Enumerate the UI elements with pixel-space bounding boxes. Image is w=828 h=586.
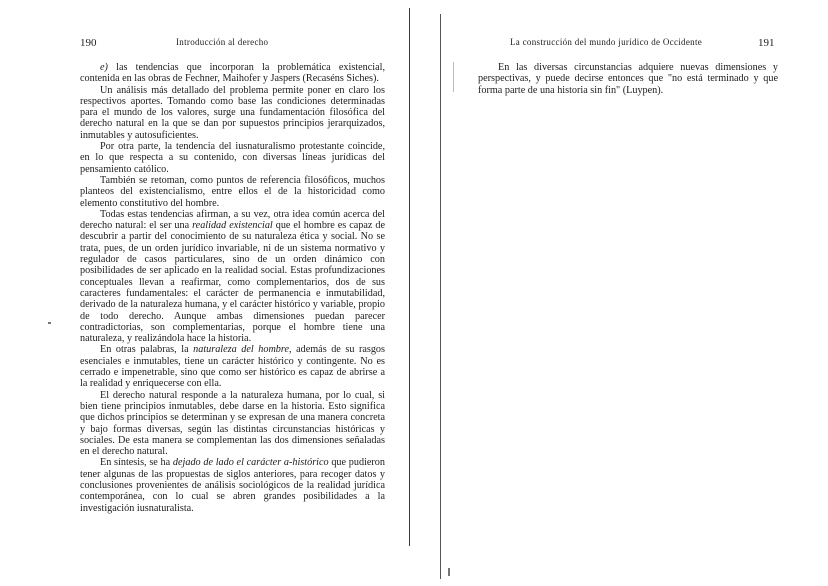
paragraph (80, 344, 385, 389)
text-run: las tendencias que incorporan la problemática existencial, contenida en las obras de Fechner, Maihofer y Jaspers (Recaséns Siches). (80, 62, 385, 85)
paragraph (80, 457, 385, 513)
italic-text: dejado de lado el carácter a-histórico (172, 457, 329, 469)
running-head: Introducción al derecho (176, 37, 269, 47)
running-head: La construcción del mundo jurídico de Occidente (510, 37, 703, 47)
right-page (416, 0, 828, 586)
paragraph (80, 62, 385, 85)
left-page (0, 0, 412, 586)
text-run: Por otra parte, la tendencia del iusnaturalismo protestante coincide, en lo que respecta a su contenido, con diversas líneas jurídicas del pensamiento católico. (80, 141, 385, 175)
italic-text: naturaleza del hombre (193, 344, 290, 356)
page-number: 191 (758, 37, 775, 49)
body-text (478, 62, 778, 96)
paragraph (80, 390, 385, 458)
text-run: El derecho natural responde a la naturaleza humana, por lo cual, si bien tiene principios inmutables, debe darse en la historia. Esto significa que dichos principios se determinan y se expresan de una manera concreta y bajo formas diversas, según las distintas circunstancias históricas y sociales. De esta manera se complementan las dos dimensiones señaladas en el derecho natural. (80, 389, 385, 458)
paragraph (80, 85, 385, 141)
paragraph (80, 141, 385, 175)
text-run: En síntesis, se ha (100, 457, 173, 469)
gutter-divider (409, 8, 410, 546)
paragraph (80, 175, 385, 209)
text-run: que el hombre es capaz de descubrir a partir del conocimiento de su naturaleza ética y social. No se trata, pues, de un orden jurídico invariable, ni de un sistema normativo y regulador de casos particulares, sino de un orden dinámico con posibilidades de ser aplicado en la realidad social. Estas profundizaciones conceptuales llevan a reafirmar, como complementarios, dos de sus caracteres fundamentales: el carácter de permanencia e inmutabilidad, derivado de la naturaleza humana, y el carácter histórico y variable, propio de todo derecho. Aunque ambas dimensiones puedan parecer contradictorias, son complementarias, porque el hombre tiene una naturaleza, y realizándola hace la historia. (80, 220, 385, 345)
page-number: 190 (80, 37, 97, 49)
scan-speck (48, 322, 51, 324)
body-text (80, 62, 385, 514)
italic-text: realidad existencial (192, 220, 273, 232)
text-run: Todas estas tendencias afirman, a su vez, otra idea común acerca del derecho natural: el ser una (80, 208, 385, 232)
text-run: En otras palabras, la (100, 344, 194, 356)
text-run: En las diversas circunstancias adquiere nuevas dimensiones y perspectivas, y puede decirse entonces que "no está terminado y que forma parte de una historia sin fin" (Luypen). (478, 62, 778, 96)
text-run: También se retoman, como puntos de referencia filosóficos, muchos planteos del existencialismo, entre ellos el de la historicidad como elemento constitutivo del hombre. (80, 174, 385, 209)
paragraph (478, 62, 778, 96)
text-run: que pudieron tener algunas de las propuestas de siglos anteriores, para recoger datos y conclusiones provenientes de análisis sociológicos de la realidad jurídica contemporánea, con lo cual se abren grandes posibilidades a la investigación iusnaturalista. (80, 457, 385, 514)
italic-text: e) (100, 62, 117, 73)
text-run: Un análisis más detallado del problema permite poner en claro los respectivos aportes. Tomando como base las condiciones determinadas para el mundo de los valores, surge una fundamentación filosófica del derecho natural en la que se dan por supuestos principios jerarquizados, inmutables y autosuficientes. (80, 84, 385, 141)
text-run: , además de su rasgos esenciales e inmutables, tiene un carácter histórico y contingente. No es cerrado e impenetrable, sino que como ser histórico es capaz de abrirse a la realidad y enriquecerse con ella. (80, 344, 385, 390)
paragraph (80, 209, 385, 345)
